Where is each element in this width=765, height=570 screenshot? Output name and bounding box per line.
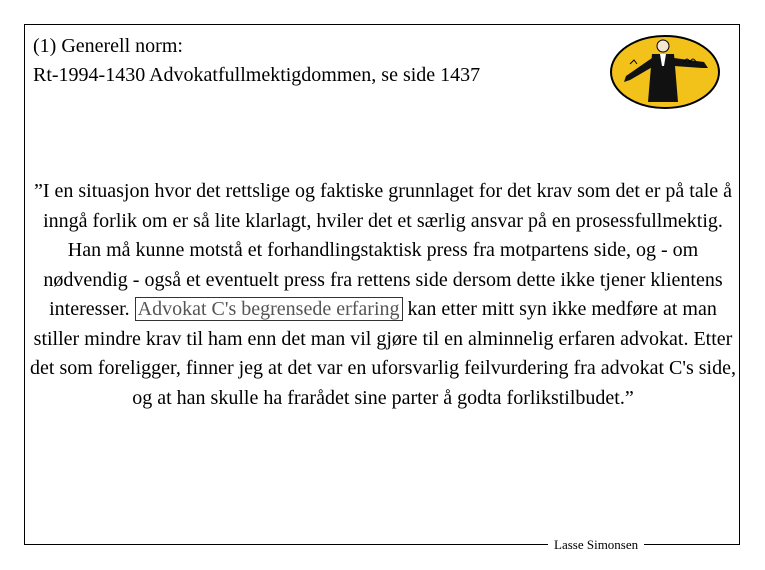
slide-header <box>33 32 480 90</box>
footer-author: Lasse Simonsen <box>548 537 644 553</box>
quote-highlight: Advokat C's begrensede erfaring <box>135 297 403 321</box>
header-case-reference: Rt-1994-1430 Advokatfullmektigdommen, se side 1437 <box>33 64 481 86</box>
quote-text-before: ”I en situasjon hvor det rettslige og faktiske grunnlaget for det krav som det er på tale å inngå forlik om er så lite klarlagt, hviler det et særlig ansvar på en prosessfullmektig. Han må kunne motstå et forhandlingstaktisk press fra motpartens side, og - om nødvendig - også et eventuelt press fra rettens side dersom dette ikke tjener klientens interesser. <box>33 180 733 320</box>
quote-text-after: kan etter mitt syn ikke medføre at man stiller mindre krav til ham enn det man vil gjøre til en alminnelig erfaren advokat. Etter det som foreligger, finner jeg at det var en uforsvarlig feilvurdering fra advokat C's side, og at han skulle ha frarådet sine parter å godta forlikstilbudet.” <box>30 298 736 409</box>
lawyer-clipart-icon <box>608 32 722 112</box>
header-norm-label: (1) Generell norm: <box>33 35 183 57</box>
quote-block <box>30 177 736 413</box>
